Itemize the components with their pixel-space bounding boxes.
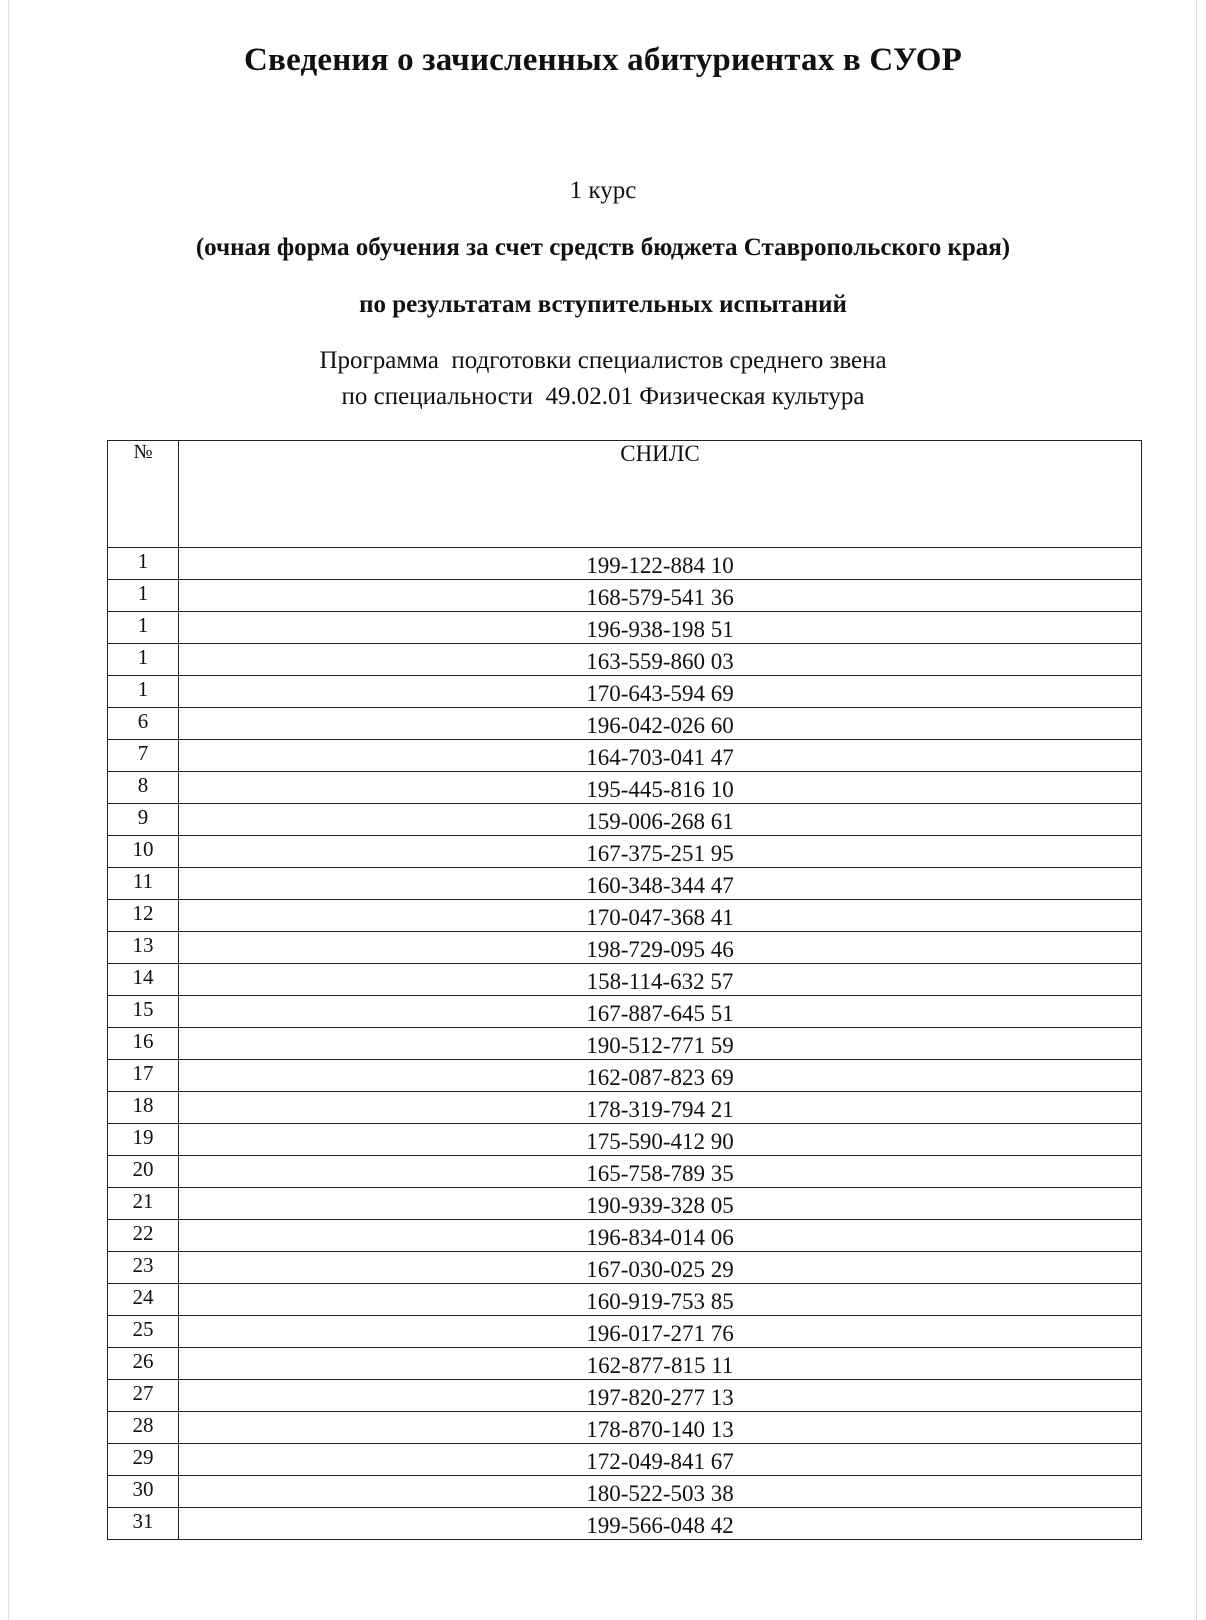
- row-number: 22: [108, 1220, 179, 1252]
- row-snils: 164-703-041 47: [179, 740, 1142, 772]
- table-row: [108, 900, 1142, 932]
- row-snils: 178-870-140 13: [179, 1412, 1142, 1444]
- table-row: [108, 708, 1142, 740]
- row-number: 21: [108, 1188, 179, 1220]
- table-row: [108, 740, 1142, 772]
- table-body: [108, 548, 1142, 1540]
- table-row: [108, 1476, 1142, 1508]
- table-row: [108, 1284, 1142, 1316]
- row-snils: 167-887-645 51: [179, 996, 1142, 1028]
- program-name: Программа подготовки специалистов среднего звена: [319, 347, 887, 374]
- table-row: [108, 580, 1142, 612]
- row-number: 31: [108, 1508, 179, 1540]
- table-row: [108, 1188, 1142, 1220]
- form-of-study: (очная форма обучения за счет средств бюджета Ставропольского края): [195, 234, 1011, 261]
- row-snils: 167-030-025 29: [179, 1252, 1142, 1284]
- row-snils: 178-319-794 21: [179, 1092, 1142, 1124]
- table-row: [108, 1508, 1142, 1540]
- table-row: [108, 868, 1142, 900]
- specialty-name: по специальности 49.02.01 Физическая культура: [341, 383, 865, 410]
- table-row: [108, 1252, 1142, 1284]
- row-number: 1: [108, 676, 179, 708]
- row-number: 25: [108, 1316, 179, 1348]
- table-row: [108, 996, 1142, 1028]
- table-row: [108, 1156, 1142, 1188]
- table-row: [108, 1060, 1142, 1092]
- header-snils: СНИЛС: [179, 441, 1142, 548]
- row-number: 8: [108, 772, 179, 804]
- header-number: №: [108, 441, 179, 548]
- row-snils: 195-445-816 10: [179, 772, 1142, 804]
- table-row: [108, 676, 1142, 708]
- row-snils: 159-006-268 61: [179, 804, 1142, 836]
- table-row: [108, 1124, 1142, 1156]
- row-snils: 199-566-048 42: [179, 1508, 1142, 1540]
- row-snils: 162-087-823 69: [179, 1060, 1142, 1092]
- row-number: 18: [108, 1092, 179, 1124]
- course-label: 1 курс: [569, 177, 637, 204]
- table-row: [108, 964, 1142, 996]
- row-snils: 160-919-753 85: [179, 1284, 1142, 1316]
- table-row: [108, 1028, 1142, 1060]
- table-row: [108, 1444, 1142, 1476]
- row-snils: 167-375-251 95: [179, 836, 1142, 868]
- table-row: [108, 932, 1142, 964]
- row-snils: 160-348-344 47: [179, 868, 1142, 900]
- row-snils: 196-938-198 51: [179, 612, 1142, 644]
- row-number: 9: [108, 804, 179, 836]
- row-snils: 190-512-771 59: [179, 1028, 1142, 1060]
- row-number: 17: [108, 1060, 179, 1092]
- row-snils: 165-758-789 35: [179, 1156, 1142, 1188]
- row-number: 26: [108, 1348, 179, 1380]
- row-number: 24: [108, 1284, 179, 1316]
- row-snils: 158-114-632 57: [179, 964, 1142, 996]
- snils-table: [107, 440, 1142, 1540]
- table-row: [108, 836, 1142, 868]
- row-number: 15: [108, 996, 179, 1028]
- table-row: [108, 1348, 1142, 1380]
- row-number: 14: [108, 964, 179, 996]
- row-snils: 197-820-277 13: [179, 1380, 1142, 1412]
- row-snils: 172-049-841 67: [179, 1444, 1142, 1476]
- row-number: 1: [108, 580, 179, 612]
- row-number: 20: [108, 1156, 179, 1188]
- row-snils: 190-939-328 05: [179, 1188, 1142, 1220]
- row-number: 1: [108, 612, 179, 644]
- table-row: [108, 804, 1142, 836]
- row-number: 30: [108, 1476, 179, 1508]
- row-snils: 198-729-095 46: [179, 932, 1142, 964]
- table-header-row: [108, 441, 1142, 548]
- document-title: Сведения о зачисленных абитуриентах в СУОР: [244, 42, 962, 78]
- row-snils: 199-122-884 10: [179, 548, 1142, 580]
- row-snils: 170-643-594 69: [179, 676, 1142, 708]
- row-snils: 162-877-815 11: [179, 1348, 1142, 1380]
- row-number: 6: [108, 708, 179, 740]
- row-snils: 168-579-541 36: [179, 580, 1142, 612]
- row-number: 7: [108, 740, 179, 772]
- row-number: 29: [108, 1444, 179, 1476]
- row-number: 1: [108, 548, 179, 580]
- table-row: [108, 1220, 1142, 1252]
- row-snils: 180-522-503 38: [179, 1476, 1142, 1508]
- row-number: 13: [108, 932, 179, 964]
- row-number: 1: [108, 644, 179, 676]
- table-row: [108, 1092, 1142, 1124]
- row-number: 27: [108, 1380, 179, 1412]
- row-number: 23: [108, 1252, 179, 1284]
- row-snils: 196-834-014 06: [179, 1220, 1142, 1252]
- results-basis: по результатам вступительных испытаний: [359, 291, 847, 318]
- row-snils: 163-559-860 03: [179, 644, 1142, 676]
- row-number: 16: [108, 1028, 179, 1060]
- row-number: 19: [108, 1124, 179, 1156]
- table-row: [108, 1412, 1142, 1444]
- row-number: 28: [108, 1412, 179, 1444]
- table-row: [108, 644, 1142, 676]
- table-row: [108, 548, 1142, 580]
- row-number: 11: [108, 868, 179, 900]
- table-row: [108, 612, 1142, 644]
- row-number: 12: [108, 900, 179, 932]
- table-row: [108, 1316, 1142, 1348]
- row-snils: 196-042-026 60: [179, 708, 1142, 740]
- row-snils: 170-047-368 41: [179, 900, 1142, 932]
- row-snils: 196-017-271 76: [179, 1316, 1142, 1348]
- row-snils: 175-590-412 90: [179, 1124, 1142, 1156]
- table-row: [108, 1380, 1142, 1412]
- row-number: 10: [108, 836, 179, 868]
- table-row: [108, 772, 1142, 804]
